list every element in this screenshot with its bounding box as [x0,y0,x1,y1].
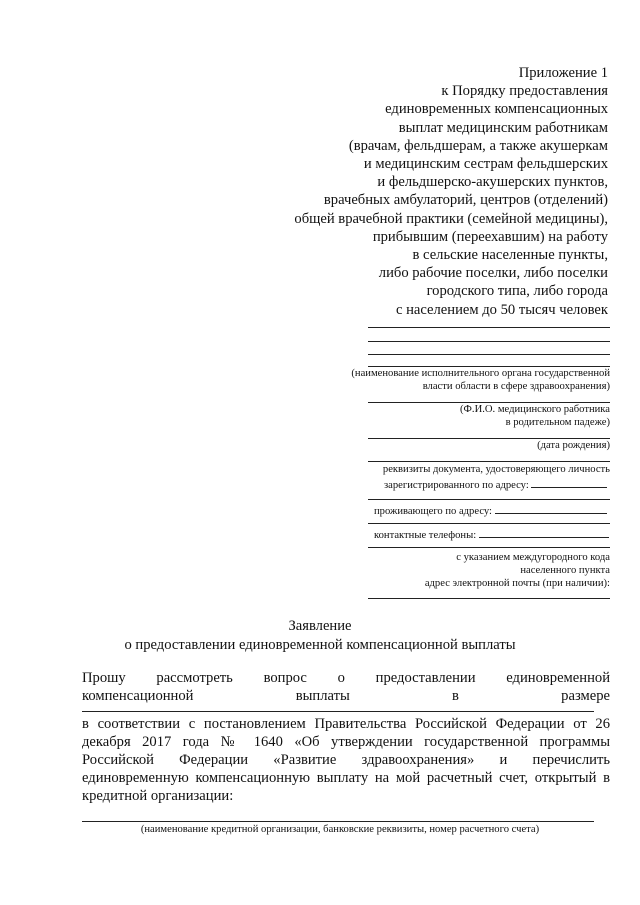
request-line: компенсационной выплаты в размере [82,688,610,704]
org-caption: (наименование исполнительного органа государственной [351,368,610,379]
phones-field[interactable] [479,527,609,538]
org-name-line[interactable] [368,327,610,328]
annex-line: прибывшим (переехавшим) на работу [372,228,608,245]
request-paragraph: в соответствии с постановлением Правительства Российской Федерации от 26 декабря 2017 года № 1640 «Об утверждении государственной программы Российской Федерации «Развитие здравоохранения» и перечислить единовременную компенсационную выплату на мой расчетный счет, открытый в кредитной организации: [82,716,610,804]
annex-reference [248,64,608,319]
document-caption: реквизиты документа, удостоверяющего личность [382,464,610,475]
email-line[interactable] [368,598,610,599]
document-subtitle: о предоставлении единовременной компенсационной выплаты [124,637,516,653]
org-name-line[interactable] [368,341,610,342]
annex-line: и медицинским сестрам фельдшерских [363,156,608,173]
bank-details-line[interactable] [82,821,594,822]
phones-label: контактные телефоны: [374,527,609,542]
registration-label: зарегистрированного по адресу: [384,477,607,492]
annex-line: и фельдшерско-акушерских пунктов, [377,174,608,191]
bank-details-caption: (наименование кредитной организации, банковские реквизиты, номер расчетного счета) [140,824,540,835]
annex-line: в сельские населенные пункты, [412,247,608,264]
registration-line[interactable] [368,499,610,500]
request-line: Прошу рассмотреть вопрос о предоставлении единовременной [82,670,610,686]
code-caption: населенного пункта [520,565,610,576]
document-line[interactable] [368,461,610,462]
annex-line: единовременных компенсационных [385,101,608,118]
amount-line[interactable] [82,711,594,712]
phones-line[interactable] [368,547,610,548]
birth-date-caption: (дата рождения) [537,440,610,451]
residence-label: проживающего по адресу: [374,503,607,518]
email-caption: адрес электронной почты (при наличии): [424,578,610,589]
code-caption: с указанием междугородного кода [456,552,610,563]
document-title: Заявление [288,618,352,634]
org-name-line[interactable] [368,354,610,355]
annex-line: городского типа, либо города [426,283,608,300]
annex-line: (врачам, фельдшерам, а также акушеркам [348,137,608,154]
annex-line: к Порядку предоставления [441,83,608,100]
annex-line: общей врачебной практики (семейной медицины), [294,210,608,227]
fio-caption: в родительном падеже) [505,417,610,428]
registration-field[interactable] [531,477,607,488]
annex-line: либо рабочие поселки, либо поселки [378,265,608,282]
org-caption: власти области в сфере здравоохранения) [422,381,610,392]
annex-line: врачебных амбулаторий, центров (отделений) [323,192,608,209]
residence-field[interactable] [495,503,607,514]
residence-line[interactable] [368,523,610,524]
fio-caption: (Ф.И.О. медицинского работника [460,404,610,415]
annex-line: выплат медицинским работникам [398,119,608,136]
annex-line: Приложение 1 [518,65,608,81]
annex-line: с населением до 50 тысяч человек [395,301,608,318]
